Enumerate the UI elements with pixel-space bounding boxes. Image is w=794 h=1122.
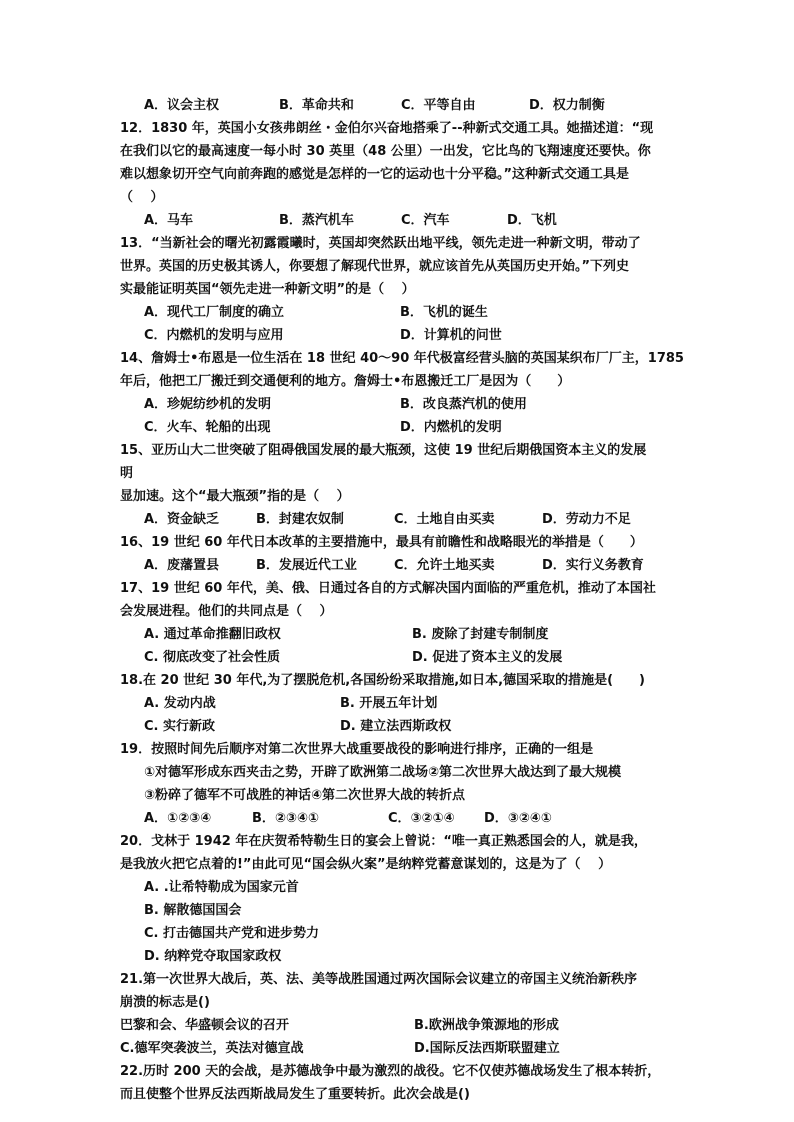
question-text: ①对德军形成东西夹击之势，开辟了欧洲第二战场②第二次世界大战达到了最大规模 xyxy=(144,765,622,780)
question-13 xyxy=(120,232,680,347)
question-text: 世界。英国的历史极其诱人，你要想了解现代世界，就应该首先从英国历史开始。”下列史 xyxy=(120,259,630,274)
option-d: D．权力制衡 xyxy=(529,98,605,113)
q19-options xyxy=(120,807,680,830)
option-a: A．①②③④ xyxy=(144,811,212,826)
option-b: B. 解散德国国会 xyxy=(144,903,242,918)
option-c: C．平等自由 xyxy=(401,98,476,113)
question-text: 显加速。这个“最大瓶颈”指的是（ ） xyxy=(120,489,350,504)
question-text: 难以想象切开空气向前奔跑的感觉是怎样的一它的运动也十分平稳。”这种新式交通工具是 xyxy=(120,167,630,182)
option-a: A．马车 xyxy=(144,213,194,228)
question-16 xyxy=(120,531,680,577)
option-a: A. 通过革命推翻旧政权 xyxy=(144,627,281,642)
q12-options xyxy=(120,209,680,232)
question-text: 13．“当新社会的曙光初露霞曦时，英国却突然跃出地平线，领先走进一种新文明，带动了 xyxy=(120,236,641,251)
option-d: D.国际反法西斯联盟建立 xyxy=(414,1041,560,1056)
option-b: B．改良蒸汽机的使用 xyxy=(400,397,527,412)
q14-options-row1 xyxy=(120,393,680,416)
option-b: B．革命共和 xyxy=(279,98,354,113)
question-text: 明 xyxy=(120,466,134,481)
question-text: 16、19 世纪 60 年代日本改革的主要措施中，最具有前瞻性和战略眼光的举措是（ ） xyxy=(120,535,643,550)
q14-options-row2 xyxy=(120,416,680,439)
q16-options xyxy=(120,554,680,577)
option-a: A. .让希特勒成为国家元首 xyxy=(144,880,299,895)
question-text: 20．戈林于 1942 年在庆贺希特勒生日的宴会上曾说：“唯一真正熟悉国会的人，就是我， xyxy=(120,834,647,849)
option-c: C．汽车 xyxy=(401,213,450,228)
question-text: 18.在 20 世纪 30 年代,为了摆脱危机,各国纷纷采取措施,如日本,德国采取的措施是( ) xyxy=(120,673,645,688)
option-c: C．内燃机的发明与应用 xyxy=(144,328,284,343)
option-b: B．封建农奴制 xyxy=(256,512,344,527)
option-b: B.欧洲战争策源地的形成 xyxy=(414,1018,559,1033)
option-c: C. 打击德国共产党和进步势力 xyxy=(144,926,320,941)
option-b: B. 废除了封建专制制度 xyxy=(412,627,549,642)
question-text: 年后，他把工厂搬迁到交通便利的地方。詹姆士•布恩搬迁工厂是因为（ ） xyxy=(120,374,571,389)
question-text: 12．1830 年，英国小女孩弗朗丝・金伯尔兴奋地搭乘了--种新式交通工具。她描述道：“现 xyxy=(120,121,654,136)
option-b: B. 开展五年计划 xyxy=(340,696,438,711)
q13-options-row1 xyxy=(120,301,680,324)
option-c: C．土地自由买卖 xyxy=(394,512,495,527)
option-d: D．内燃机的发明 xyxy=(400,420,502,435)
question-21 xyxy=(120,968,680,1060)
q18-options-row2 xyxy=(120,715,680,738)
option-d: D. 建立法西斯政权 xyxy=(340,719,452,734)
question-17 xyxy=(120,577,680,669)
option-a: A. 发动内战 xyxy=(144,696,216,711)
option-c: C.德军突袭波兰，英法对德宣战 xyxy=(120,1041,304,1056)
question-text: 17、19 世纪 60 年代，美、俄、日通过各自的方式解决国内面临的严重危机，推动了本国社 xyxy=(120,581,656,596)
option-b: B．发展近代工业 xyxy=(256,558,357,573)
question-text: 会发展进程。他们的共同点是（ ） xyxy=(120,604,333,619)
option-d: D．劳动力不足 xyxy=(542,512,631,527)
question-text: 是我放火把它点着的!”由此可见“国会纵火案”是纳粹党蓄意谋划的，这是为了（ ） xyxy=(120,857,612,872)
option-a: A．现代工厂制度的确立 xyxy=(144,305,285,320)
option-a: A．珍妮纺纱机的发明 xyxy=(144,397,272,412)
option-d: D．飞机 xyxy=(507,213,557,228)
option-b: B．蒸汽机车 xyxy=(279,213,354,228)
exam-page xyxy=(120,94,684,1106)
option-a: A．废藩置县 xyxy=(144,558,220,573)
question-text: 14、詹姆士•布恩是一位生活在 18 世纪 40～90 年代极富经营头脑的英国某织布厂厂主，1785 xyxy=(120,351,684,366)
question-text: 19．按照时间先后顺序对第二次世界大战重要战役的影响进行排序，正确的一组是 xyxy=(120,742,594,757)
question-text: 而且使整个世界反法西斯战局发生了重要转折。此次会战是() xyxy=(120,1087,470,1102)
option-d: D．计算机的问世 xyxy=(400,328,502,343)
question-text: 崩溃的标志是() xyxy=(120,995,210,1010)
question-14 xyxy=(120,347,684,439)
option-c: C．允许土地买卖 xyxy=(394,558,495,573)
question-text: （ ） xyxy=(120,190,164,205)
q17-options-row1 xyxy=(120,623,680,646)
option-c: C. 实行新政 xyxy=(144,719,216,734)
option-d: D. 促进了资本主义的发展 xyxy=(412,650,563,665)
q21-options-row1 xyxy=(120,1014,680,1037)
question-text: 21.第一次世界大战后，英、法、美等战胜国通过两次国际会议建立的帝国主义统治新秩序 xyxy=(120,972,638,987)
q11-options xyxy=(120,94,680,117)
option-d: D．实行义务教育 xyxy=(542,558,644,573)
question-text: 15、亚历山大二世突破了阻碍俄国发展的最大瓶颈，这使 19 世纪后期俄国资本主义的发展 xyxy=(120,443,647,458)
option-c: C. 彻底改变了社会性质 xyxy=(144,650,281,665)
question-19 xyxy=(120,738,680,830)
q13-options-row2 xyxy=(120,324,680,347)
question-text: 实最能证明英国“领先走进一种新文明”的是（ ） xyxy=(120,282,415,297)
option-a: A．资金缺乏 xyxy=(144,512,220,527)
question-15 xyxy=(120,439,680,531)
option-b: B．②③④① xyxy=(252,811,319,826)
q17-options-row2 xyxy=(120,646,680,669)
option-c: C．③②①④ xyxy=(388,811,455,826)
question-12 xyxy=(120,117,680,232)
q21-options-row2 xyxy=(120,1037,680,1060)
option-d: D．③②④① xyxy=(484,811,552,826)
q18-options-row1 xyxy=(120,692,680,715)
option-d: D. 纳粹党夺取国家政权 xyxy=(144,949,282,964)
q15-options xyxy=(120,508,680,531)
question-text: 在我们以它的最高速度一每小时 30 英里（48 公里）一出发，它比鸟的飞翔速度还要快。你 xyxy=(120,144,651,159)
option-a: 巴黎和会、华盛顿会议的召开 xyxy=(120,1018,290,1033)
option-c: C．火车、轮船的出现 xyxy=(144,420,271,435)
question-22 xyxy=(120,1060,680,1106)
question-text: ③粉碎了德军不可战胜的神话④第二次世界大战的转折点 xyxy=(144,788,466,803)
question-text: 22.历时 200 天的会战，是苏德战争中最为激烈的战役。它不仅使苏德战场发生了根本转折， xyxy=(120,1064,661,1079)
question-18 xyxy=(120,669,680,738)
question-20 xyxy=(120,830,680,968)
option-a: A．议会主权 xyxy=(144,98,220,113)
option-b: B．飞机的诞生 xyxy=(400,305,488,320)
